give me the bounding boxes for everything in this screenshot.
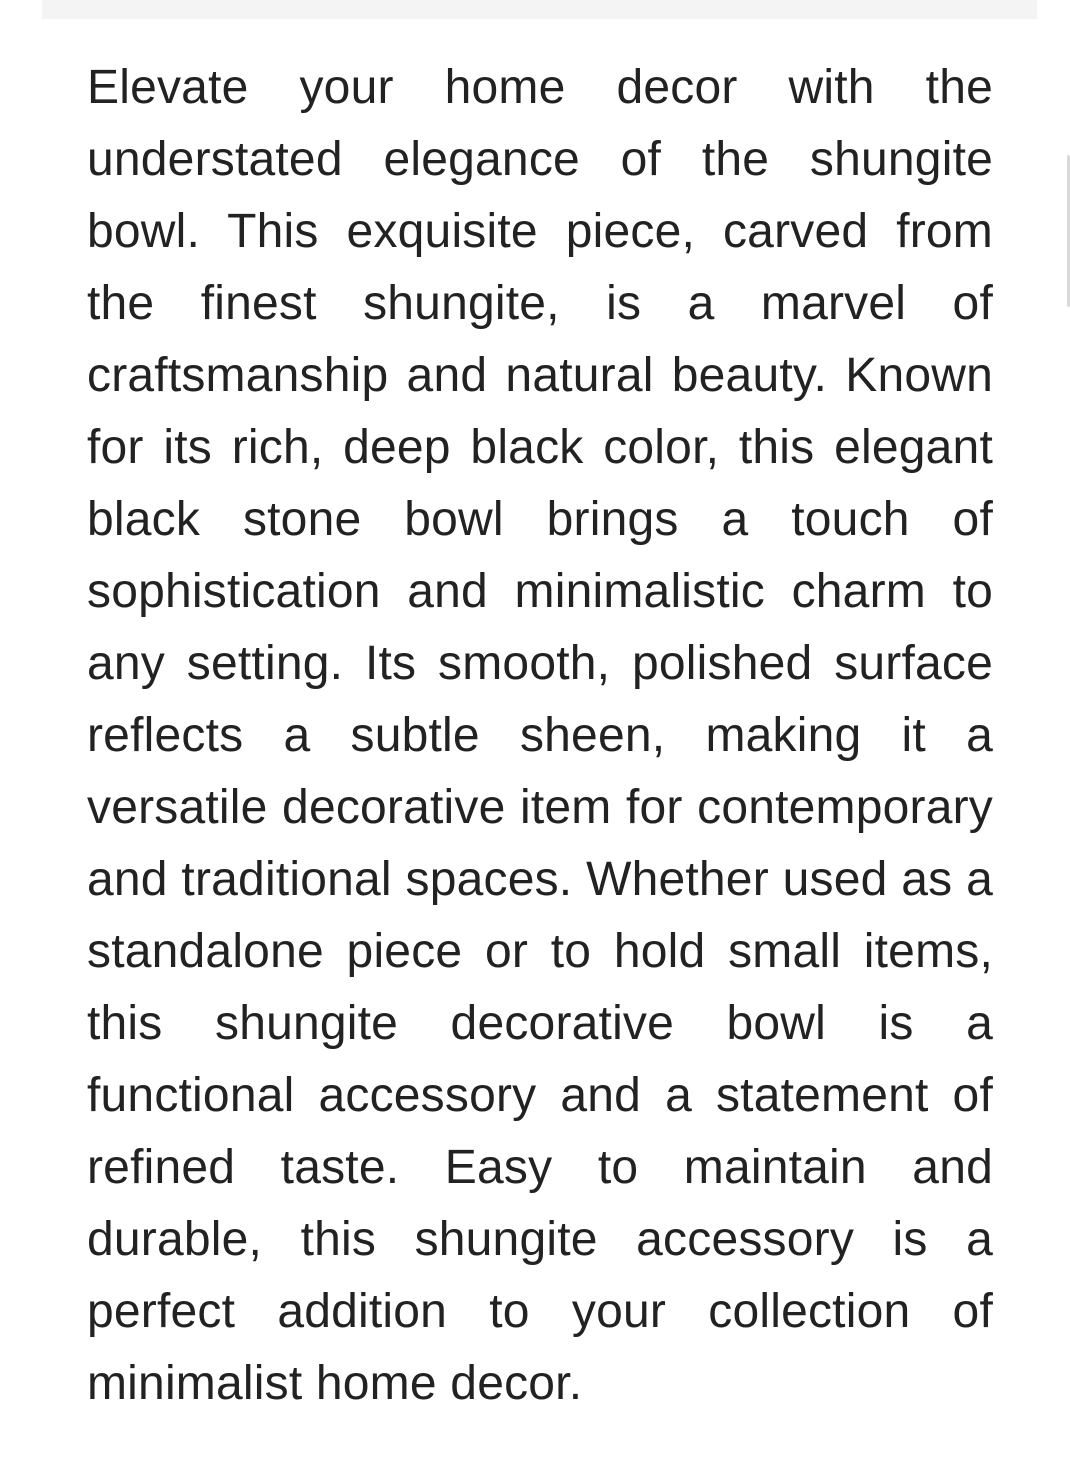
top-content-bar <box>42 0 1037 19</box>
product-description: Elevate your home decor with the understated elegance of the shungite bowl. This exquisite piece, carved from the finest shungite, is a marvel of craftsmanship and natural beauty. Known for its rich, deep black color, this elegant black stone bowl brings a touch of sophistication and minimalistic charm to any setting. Its smooth, polished surface reflects a subtle sheen, making it a versatile decorative item for contemporary and traditional spaces. Whether used as a standalone piece or to hold small items, this shungite decorative bowl is a functional accessory and a statement of refined taste. Easy to maintain and durable, this shungite accessory is a perfect addition to your collection of minimalist home decor. <box>87 61 993 1410</box>
